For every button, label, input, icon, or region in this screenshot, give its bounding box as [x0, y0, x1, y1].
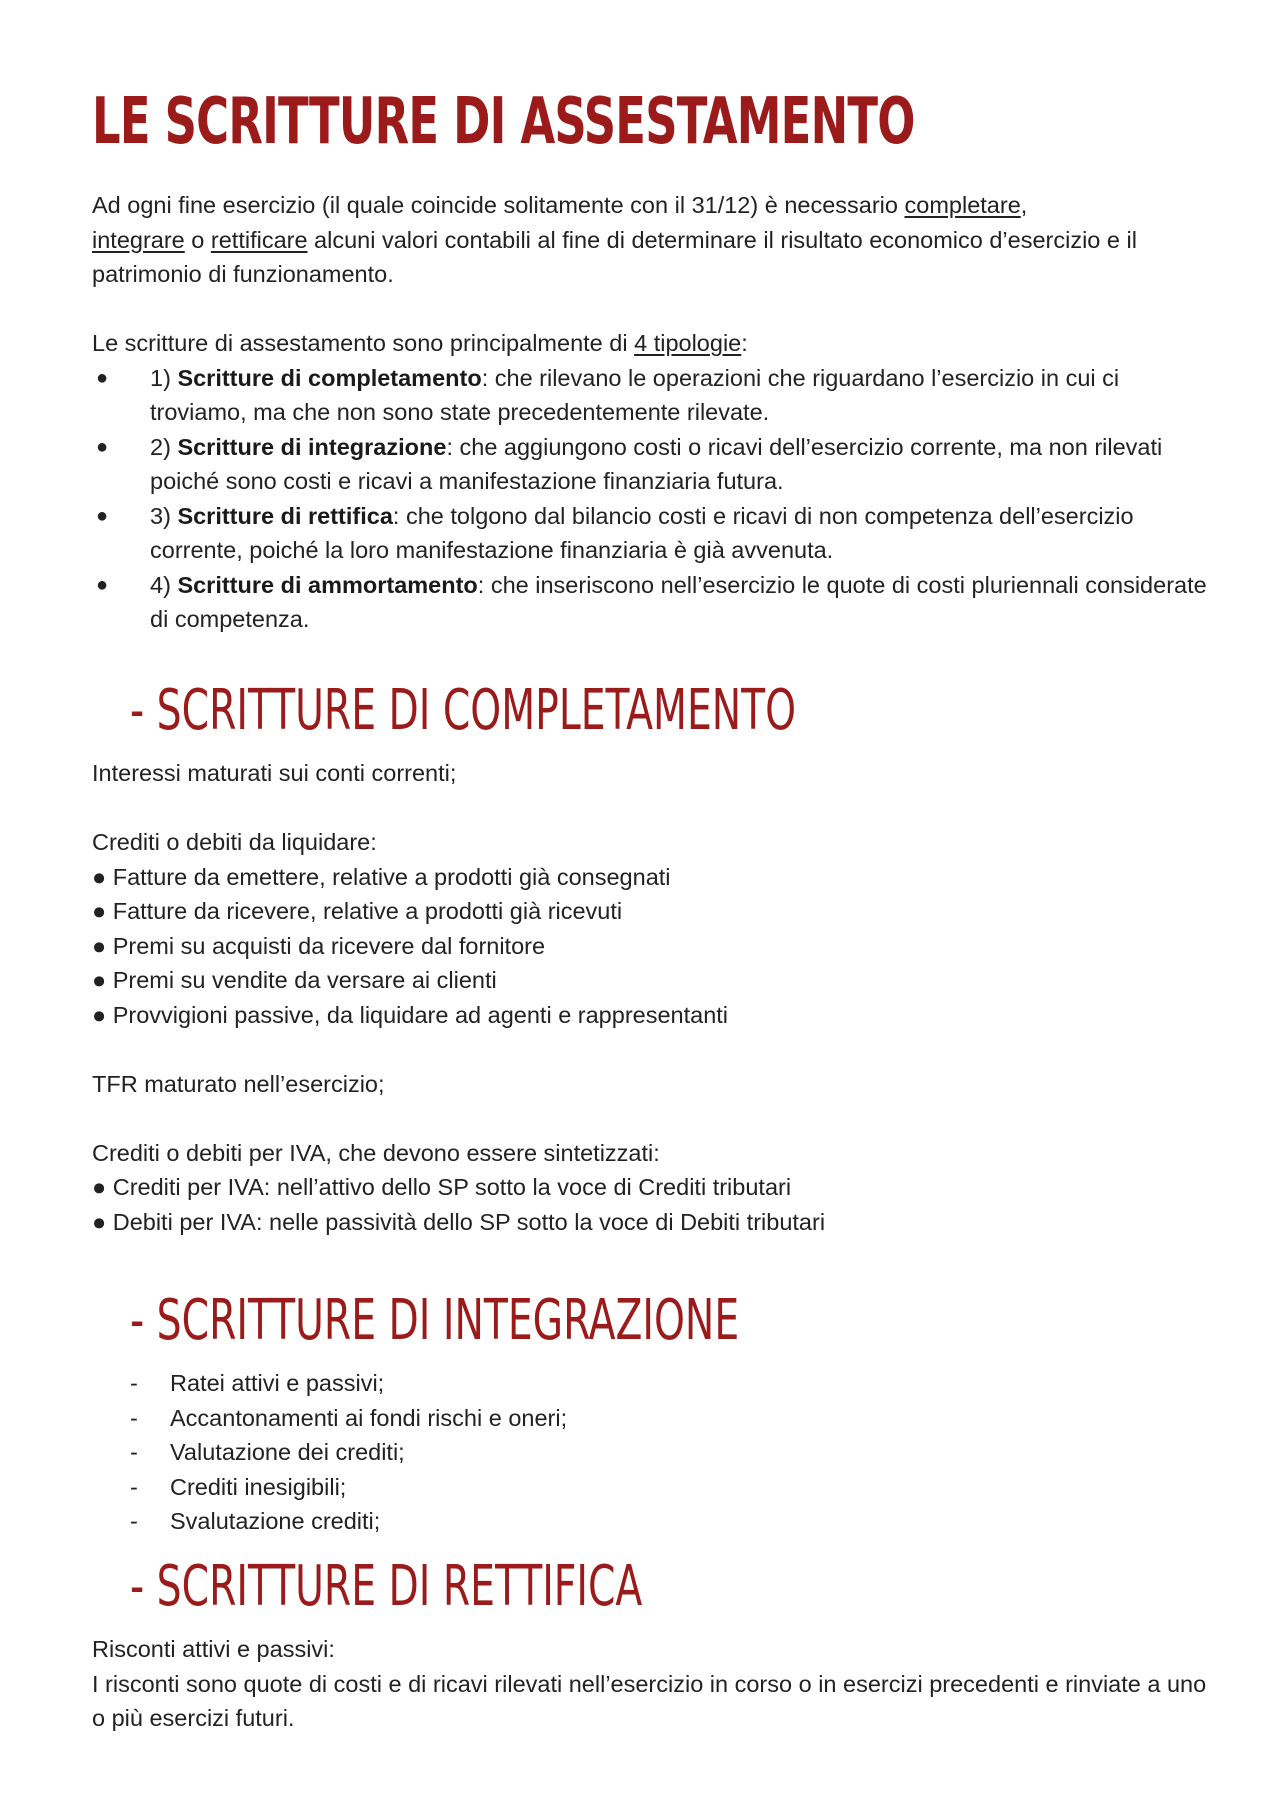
risconti-text: I risconti sono quote di costi e di ricavi rilevati nell’esercizio in corso o in esercizi precedenti e rinviate a uno o più esercizi futuri. — [92, 1670, 1207, 1731]
list-item: ● Premi su vendite da versare ai clienti — [92, 967, 497, 993]
list-item: - Ratei attivi e passivi; — [92, 1366, 1212, 1401]
heading-rettifica: - SCRITTURE DI RETTIFICA — [130, 1554, 643, 1619]
list-item: - Accantonamenti ai fondi rischi e oneri; — [92, 1401, 1212, 1436]
heading-completamento: - SCRITTURE DI COMPLETAMENTO — [130, 678, 797, 743]
dash-icon: - — [130, 1508, 138, 1534]
bullet-icon: ● — [96, 366, 109, 389]
integrazione-section — [92, 1366, 1212, 1539]
underline-tipologie: 4 tipologie — [634, 330, 742, 356]
list-item: ● Provvigioni passive, da liquidare ad agenti e rappresentanti — [92, 1001, 729, 1028]
dash-icon: - — [130, 1370, 138, 1396]
page-title: LE SCRITTURE DI ASSESTAMENTO — [92, 85, 915, 159]
list-item: - Valutazione dei crediti; — [92, 1435, 1212, 1470]
bullet-icon: ● — [96, 504, 109, 527]
iva-list — [92, 1170, 1212, 1239]
dash-icon: - — [130, 1404, 138, 1431]
bullet-icon: ● — [96, 435, 109, 458]
list-item: ● 1) Scritture di completamento: che rilevano le operazioni che riguardano l’esercizio in cui ci troviamo, ma che non sono state precedentemente rilevate. — [92, 361, 1212, 430]
tfr-text: TFR maturato nell’esercizio; — [92, 1070, 385, 1097]
underline-integrare: integrare — [92, 226, 185, 253]
crediti-list — [92, 860, 1212, 1033]
intro-paragraph — [92, 188, 1212, 292]
list-item: ● Crediti per IVA: nell’attivo dello SP sotto la voce di Crediti tributari — [92, 1174, 792, 1200]
heading-integrazione: - SCRITTURE DI INTEGRAZIONE — [130, 1288, 740, 1353]
integrazione-list — [92, 1366, 1212, 1539]
underline-rettificare: rettificare — [210, 226, 308, 253]
bullet-icon: ● — [96, 573, 109, 596]
list-item: ● Premi su acquisti da ricevere dal fornitore — [92, 932, 546, 959]
completamento-section — [92, 756, 1212, 1239]
list-item: ● Debiti per IVA: nelle passività dello SP sotto la voce di Debiti tributari — [92, 1208, 826, 1235]
intro-text: Ad ogni fine esercizio (il quale coincide solitamente con il 31/12) è necessario completare, integrare o rettificare alcuni valori contabili al fine di determinare il risultato economico d’esercizio e il patrimonio di funzionamento. — [92, 192, 1137, 287]
iva-title: Crediti o debiti per IVA, che devono essere sintetizzati: — [92, 1139, 660, 1166]
list-item: - Crediti inesigibili; — [92, 1470, 1212, 1505]
dash-icon: - — [130, 1473, 138, 1500]
crediti-title: Crediti o debiti da liquidare: — [92, 829, 377, 855]
underline-completare: completare — [904, 192, 1021, 218]
types-intro: Le scritture di assestamento sono principalmente di 4 tipologie: — [92, 330, 748, 356]
dash-icon: - — [130, 1439, 138, 1465]
list-item: ● 4) Scritture di ammortamento: che inseriscono nell’esercizio le quote di costi pluriennali considerate di competenza. — [92, 568, 1212, 637]
list-item: ● Fatture da ricevere, relative a prodotti già ricevuti — [92, 898, 623, 924]
rettifica-section — [92, 1632, 1212, 1736]
list-item: ● 2) Scritture di integrazione: che aggiungono costi o ricavi dell’esercizio corrente, ma non rilevati poiché sono costi e ricavi a manifestazione finanziaria futura. — [92, 430, 1212, 499]
risconti-title: Risconti attivi e passivi: — [92, 1636, 335, 1662]
types-list — [92, 361, 1212, 637]
list-item: - Svalutazione crediti; — [92, 1504, 1212, 1539]
list-item: ● 3) Scritture di rettifica: che tolgono dal bilancio costi e ricavi di non competenza dell’esercizio corrente, poiché la loro manifestazione finanziaria è già avvenuta. — [92, 499, 1212, 568]
types-section — [92, 326, 1212, 637]
interessi-text: Interessi maturati sui conti correnti; — [92, 760, 457, 786]
list-item: ● Fatture da emettere, relative a prodotti già consegnati — [92, 863, 671, 890]
